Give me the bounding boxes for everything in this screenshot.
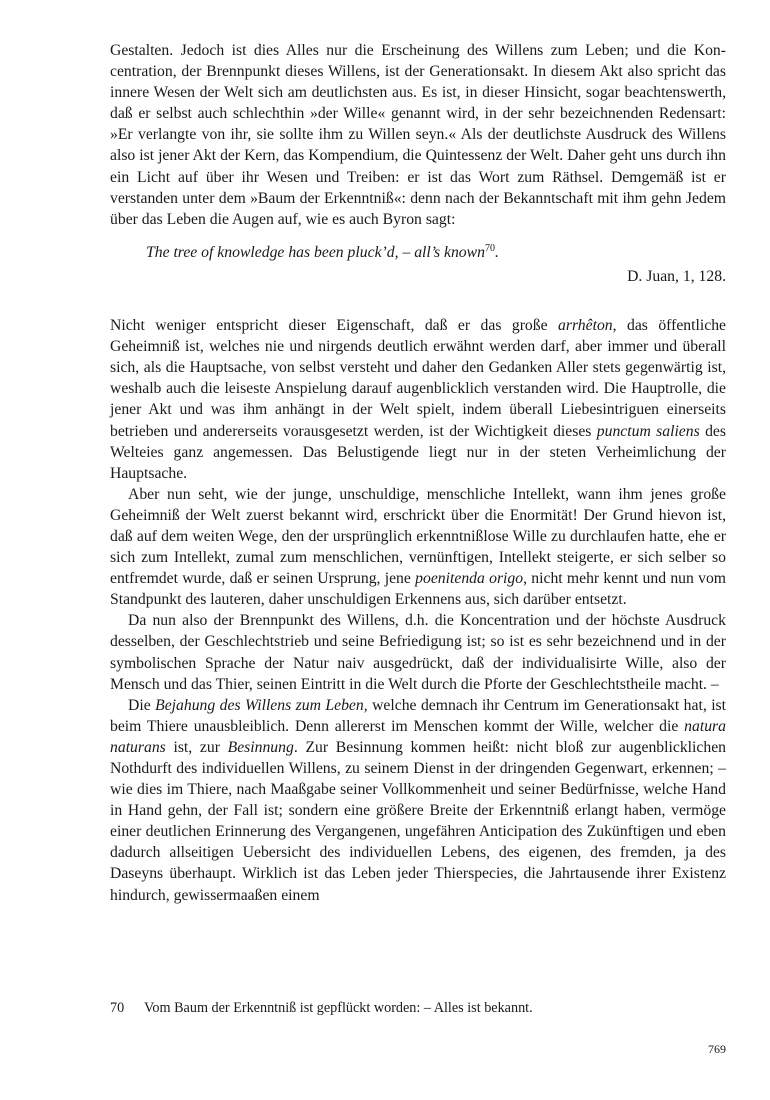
byron-quote-block: [110, 242, 726, 287]
text-run: Die: [128, 696, 156, 714]
text-run: . Zur Besinnung kommen heißt: nicht bloß zur augenblicklichen Nothdurft des individuellen Willens, zu seinem Dienst in der dringenden Gegenwart, erkennen; – wie dies im Thiere, nach Maaßgabe seiner Vollkommenheit und seiner Bedürfnisse, welche Hand in Hand gehn, der Fall ist; sondern eine größere Breite der Erkenntniß erlangt haben, vermöge einer deutlichen Erinnerung des Vergangenen, ungefähren Anticipation des Zukünftigen und eben dadurch allseitigen Uebersicht des individuellen Lebens, des eigenen, des fremden, ja des Daseyns überhaupt. Wirklich ist das Leben jeder Thierspecies, die Jahrtausende ihrer Existenz hindurch, gewissermaaßen einem: [110, 738, 727, 904]
text-run: des Welteies ganz angemessen. Das Belustigende liegt nur in der steten Verheimlichung der Hauptsache.: [110, 422, 726, 482]
page-number: 769: [708, 1042, 726, 1056]
text-run: , das öffentliche Geheimniß ist, welches nie und nirgends deutlich erwähnt werden darf, aber immer und überall sich, als die Hauptsache, von selbst versteht und daher den Gedanken Aller stets gegenwärtig ist, weshalb auch die leiseste Anspielung darauf augenblicklich verstanden wird. Die Hauptrolle, die jener Akt und was ihm anhängt in der Welt spielt, indem überall Liebesintriguen einerseits betrieben und andererseits vorausgesetzt werden, ist der Wichtigkeit dieses: [110, 317, 726, 440]
text-run: Aber nun seht, wie der junge, unschuldige, menschliche Intellekt, wann ihm jenes große Geheimniß der Welt zuerst bekannt wird, erschrickt über die Enormität! Der Grund hievon ist, daß auf dem weiten Wege, den der ursprünglich erkenntnißlose Wille zu durchlaufen hatte, ehe er sich zum Intellekt, zumal zum menschlichen, vernünftigen, Intellekt steigerte, er sich selber so entfremdet wurde, daß er seinen Ursprung, jene: [110, 485, 726, 588]
text-run: ist, zur: [165, 738, 228, 756]
text-run: , nicht mehr kennt und nun vom Standpunkt des lauteren, daher unschuldigen Erkennens aus, sich darüber entsetzt.: [110, 570, 727, 609]
paragraph-1: Gestalten. Jedoch ist dies Alles nur die Erscheinung des Willens zum Leben; und die Koncentration, der Brennpunkt dieses Willens, ist der Generationsakt. In diesem Akt also spricht das innere Wesen der Welt sich am deutlichsten aus. Es ist, in dieser Hinsicht, sogar beachtenswerth, daß er selbst auch schlechthin »der Wille« genannt wird, in der sehr bezeichnenden Redensart: »Er verlangte von ihr, sie sollte ihm zu Willen seyn.« Als der deutlichste Ausdruck des Willens also ist jener Akt der Kern, das Kompendium, die Quintessenz der Welt. Daher geht uns durch ihn ein Licht auf über ihr Wesen und Treiben: er ist das Wort zum Räthsel. Demgemäß ist er verstanden unter dem »Baum der Erkenntniß«: denn nach der Bekanntschaft mit ihm gehn Jedem über das Leben die Augen auf, wie es auch Byron sagt:: [110, 42, 726, 228]
footnote-text: Vom Baum der Erkenntniß ist gepflückt worden: – Alles ist bekannt.: [144, 1000, 533, 1016]
paragraph-5: [110, 695, 726, 906]
paragraph-4: Da nun also der Brennpunkt des Willens, d.h. die Koncentration und der höchste Ausdruck desselben, der Geschlechtstrieb und seine Befriedigung ist; so ist es sehr bezeichnend und in der symbolischen Sprache der Natur naiv ausgedrückt, daß der individualisirte Wille, also der Mensch und das Thier, seinen Eintritt in die Welt durch die Pforte der Geschlechtstheile macht. –: [110, 612, 726, 693]
paragraph-2: [110, 315, 726, 484]
italic-term: Bejahung des Willens zum Leben,: [155, 696, 368, 714]
italic-term: natura naturans: [110, 717, 726, 756]
text-run: Nicht weniger entspricht dieser Eigenschaft, daß er das große: [110, 317, 559, 335]
quote-end: .: [494, 243, 499, 261]
italic-term: Besinnung: [227, 738, 294, 756]
page-body: [110, 40, 726, 906]
quote-text: The tree of knowledge has been pluck’d, – all’s known: [146, 243, 485, 261]
quote-source: D. Juan, 1, 128.: [627, 267, 726, 285]
paragraph-3: [110, 484, 726, 611]
italic-term: arrhêton: [558, 317, 613, 335]
footnote-ref[interactable]: 70: [484, 242, 495, 254]
footnote: [110, 1000, 726, 1017]
text-run: welche demnach ihr Centrum im Generationsakt hat, ist beim Thiere unausbleiblich. Denn allererst im Menschen kommt der Wille, welcher die: [110, 696, 727, 735]
italic-term: punctum saliens: [596, 422, 700, 440]
footnote-number: 70: [110, 1000, 125, 1016]
byron-quote: [110, 242, 726, 263]
italic-term: poenitenda origo: [415, 570, 524, 588]
section-gap: [110, 301, 726, 315]
